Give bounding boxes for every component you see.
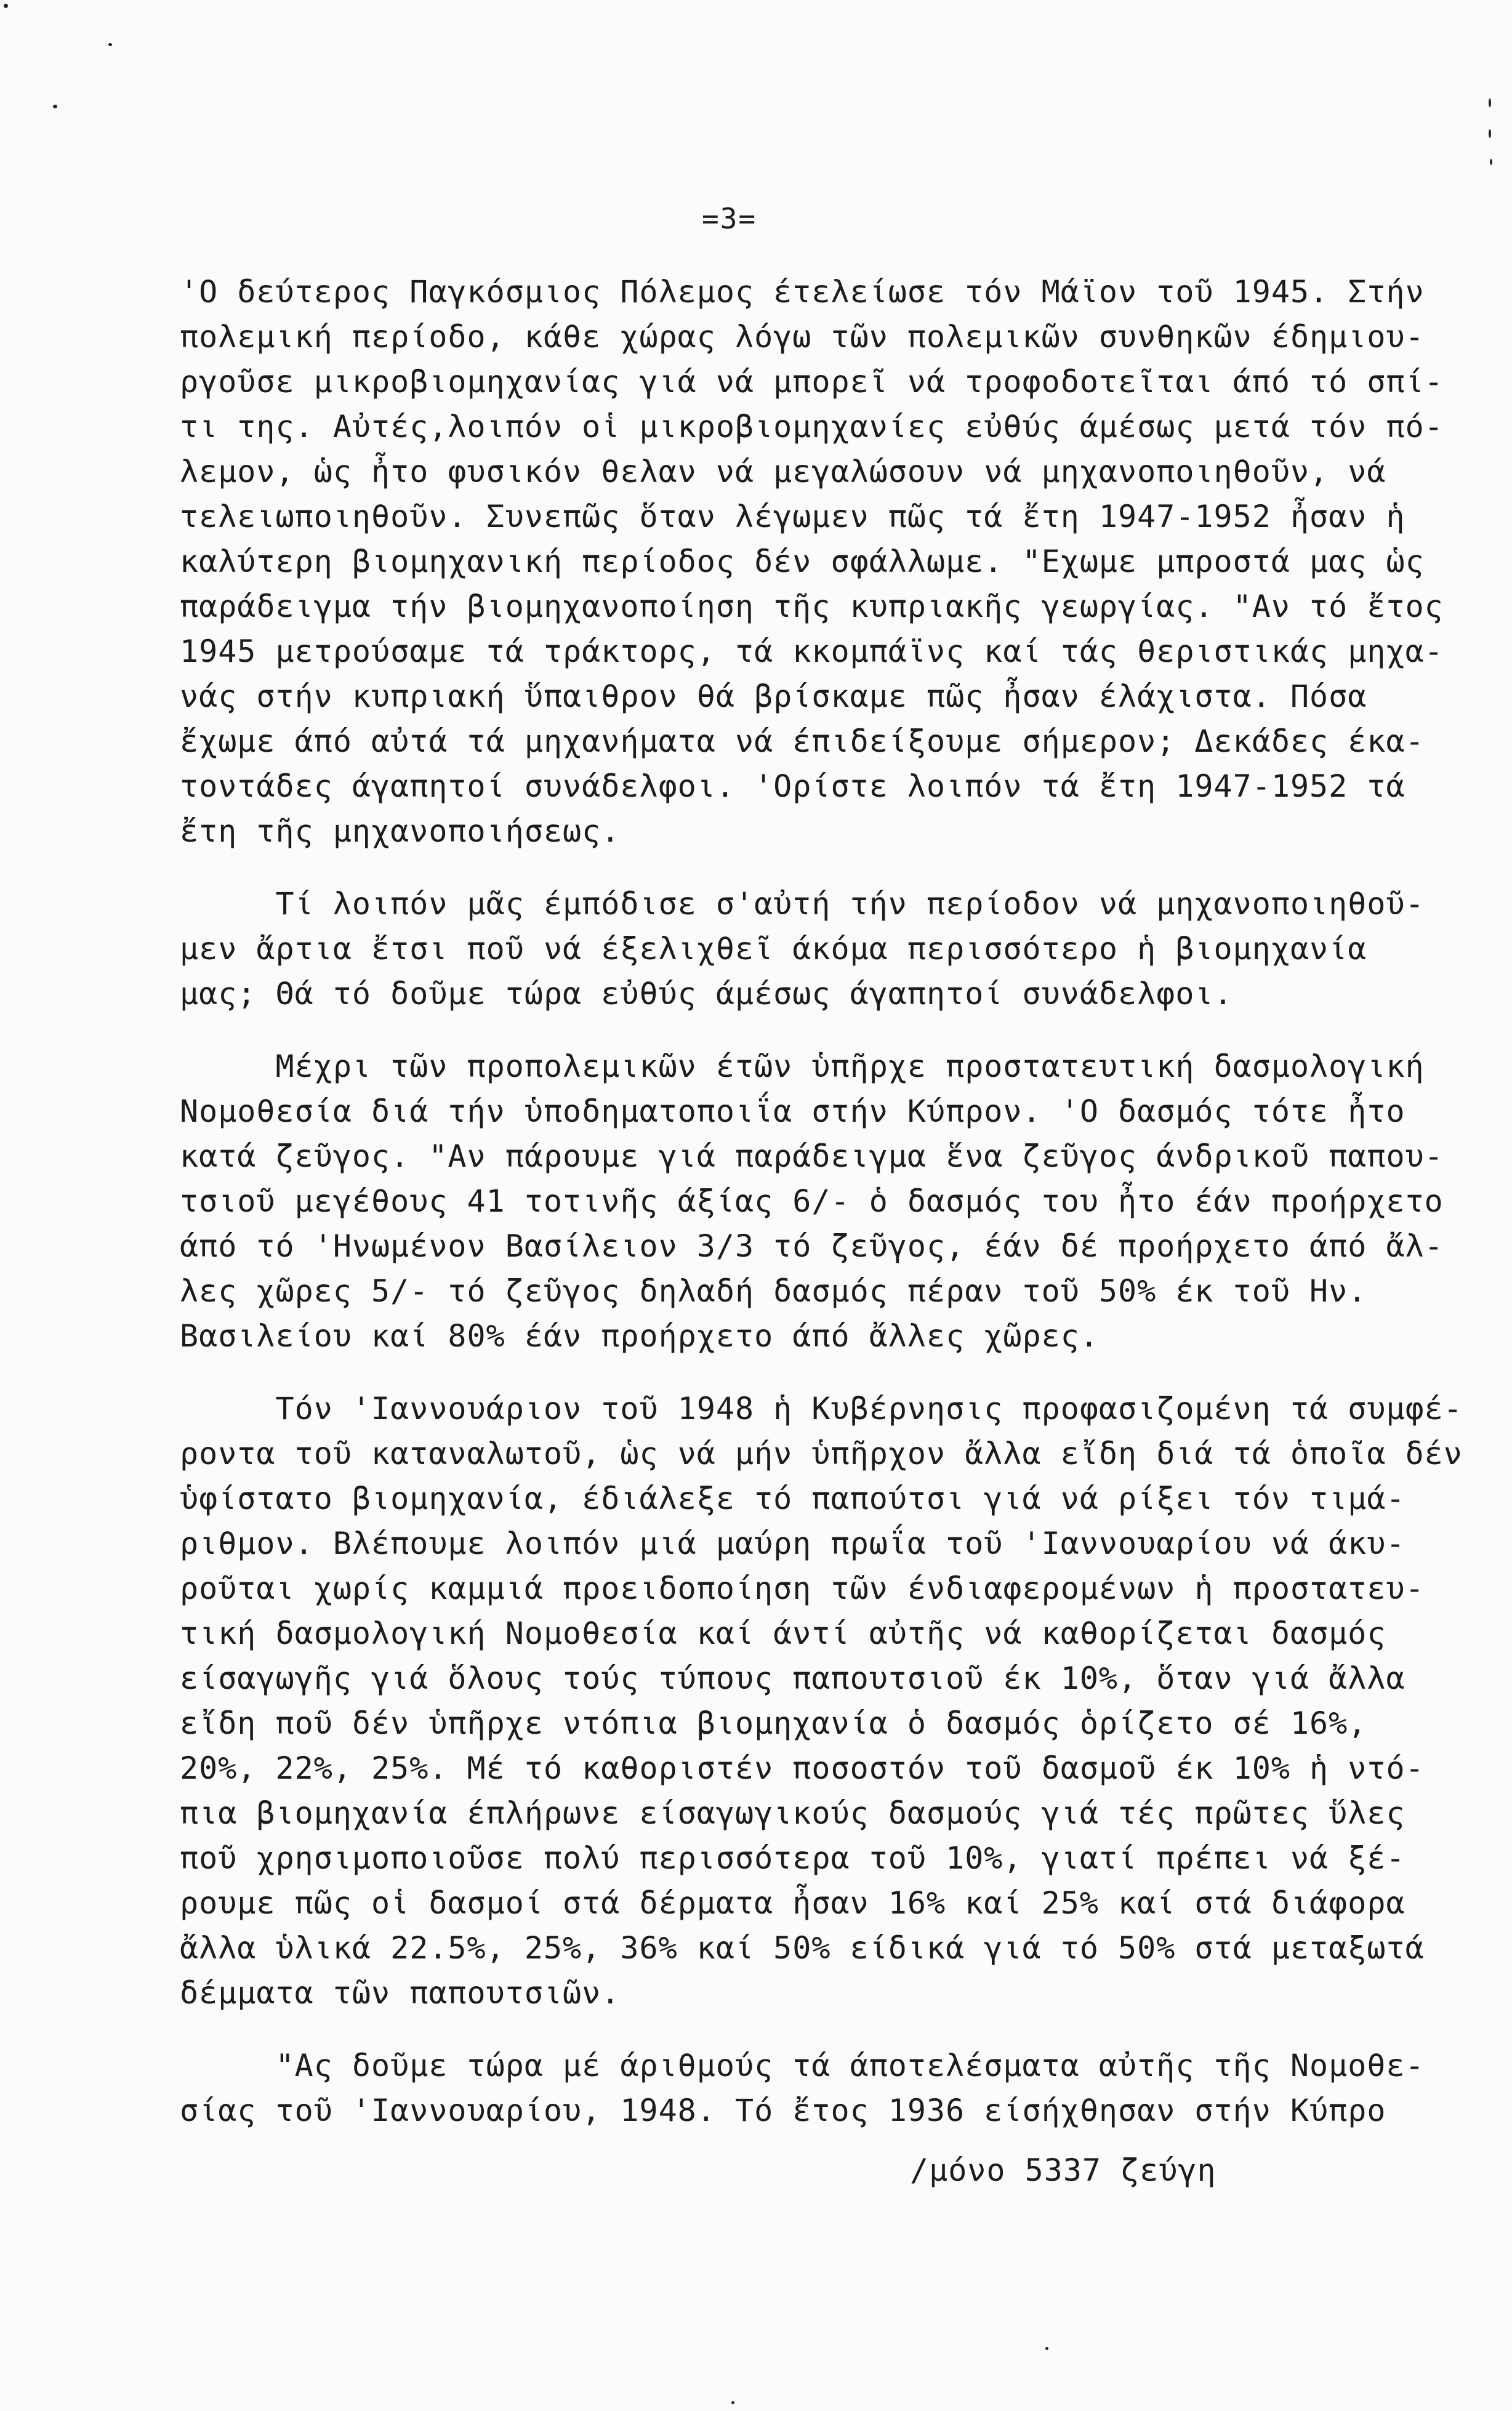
text-line: τοντάδες άγαπητοί συνάδελφοι. 'Ορίστε λοιπόν τά ἔτη 1947-1952 τά: [180, 768, 1405, 804]
text-line: τελειωποιηθοῦν. Συνεπῶς ὅταν λέγωμεν πῶς τά ἔτη 1947-1952 ἦσαν ἡ: [180, 499, 1405, 534]
scan-speck: [53, 105, 57, 108]
text-line: τι της. Αὐτές,λοιπόν οἱ μικροβιομηχανίες εὐθύς άμέσως μετά τόν πό-: [180, 409, 1444, 445]
text-line: είσαγωγῆς γιά ὅλους τούς τύπους παπουτσιοῦ έκ 10%, ὅταν γιά ἄλλα: [180, 1660, 1405, 1696]
text-line: κατά ζεῦγος. "Αν πάρουμε γιά παράδειγμα ἕνα ζεῦγος άνδρικοῦ παπου-: [180, 1138, 1444, 1174]
text-line: παράδειγμα τήν βιομηχανοποίηση τῆς κυπριακῆς γεωργίας. "Αν τό ἔτος: [180, 589, 1444, 624]
text-line: Τί λοιπόν μᾶς έμπόδισε σ'αὐτή τήν περίοδον νά μηχανοποιηθοῦ-: [180, 886, 1425, 922]
text-line: άπό τό 'Ηνωμένον Βασίλειον 3/3 τό ζεῦγος, έάν δέ προήρχετο άπό ἄλ-: [180, 1228, 1444, 1264]
text-line: δέμματα τῶν παπουτσιῶν.: [180, 1975, 621, 2011]
scan-speck: [1490, 159, 1492, 165]
paragraph: [180, 270, 1460, 854]
text-line: ἔχωμε άπό αὐτά τά μηχανήματα νά έπιδείξουμε σήμερον; Δεκάδες έκα-: [180, 723, 1425, 759]
scan-speck: [1045, 2347, 1048, 2350]
text-line: ποῦ χρησιμοποιοῦσε πολύ περισσότερα τοῦ 10%, γιατί πρέπει νά ξέ-: [180, 1840, 1405, 1876]
text-line: 20%, 22%, 25%. Μέ τό καθοριστέν ποσοστόν τοῦ δασμοῦ έκ 10% ἡ ντό-: [180, 1750, 1425, 1786]
text-line: ἄλλα ὑλικά 22.5%, 25%, 36% καί 50% είδικά γιά τό 50% στά μεταξωτά: [180, 1930, 1425, 1966]
text-line: μεν ἄρτια ἔτσι ποῦ νά έξελιχθεῖ άκόμα περισσότερο ἡ βιομηχανία: [180, 931, 1367, 967]
paragraph-gap: [180, 1016, 1460, 1044]
scan-speck: [4, 4, 8, 8]
text-line: ρουμε πῶς οἱ δασμοί στά δέρματα ἦσαν 16% καί 25% καί στά διάφορα: [180, 1885, 1405, 1921]
text-line: Νομοθεσία διά τήν ὑποδηματοποιΐα στήν Κύπρον. 'Ο δασμός τότε ἦτο: [180, 1093, 1405, 1129]
paragraph: [180, 1044, 1460, 1359]
text-line: τσιοῦ μεγέθους 41 τοτινῆς άξίας 6/- ὁ δασμός του ἦτο έάν προήρχετο: [180, 1183, 1444, 1219]
text-line: νάς στήν κυπριακή ὕπαιθρον θά βρίσκαμε πῶς ἦσαν έλάχιστα. Πόσα: [180, 678, 1367, 714]
paragraph-gap: [180, 1359, 1460, 1387]
text-line: ροῦται χωρίς καμμιά προειδοποίηση τῶν ένδιαφερομένων ἡ προστατευ-: [180, 1571, 1425, 1606]
text-line: Βασιλείου καί 80% έάν προήρχετο άπό ἄλλες χῶρες.: [180, 1318, 1099, 1354]
text-line: ἔτη τῆς μηχανοποιήσεως.: [180, 813, 621, 849]
text-line: Τόν 'Ιαννουάριον τοῦ 1948 ἡ Κυβέρνησις προφασιζομένη τά συμφέ-: [180, 1391, 1463, 1427]
scan-speck: [108, 43, 112, 46]
text-line: ργοῦσε μικροβιομηχανίας γιά νά μπορεῖ νά τροφοδοτεῖται άπό τό σπί-: [180, 364, 1444, 400]
text-line: εἴδη ποῦ δέν ὑπῆρχε ντόπια βιομηχανία ὁ δασμός ὁρίζετο σέ 16%,: [180, 1705, 1367, 1741]
body-text: [180, 270, 1463, 2133]
text-line: πια βιομηχανία έπλήρωνε είσαγωγικούς δασμούς γιά τές πρῶτες ὕλες: [180, 1795, 1405, 1831]
continuation-line: /μόνο 5337 ζεύγη: [910, 2152, 1216, 2188]
text-line: 1945 μετρούσαμε τά τράκτορς, τά κκομπάϊνς καί τάς θεριστικάς μηχα-: [180, 634, 1444, 669]
text-line: σίας τοῦ 'Ιαννουαρίου, 1948. Τό ἔτος 1936 είσήχθησαν στήν Κύπρο: [180, 2093, 1386, 2128]
scan-speck: [731, 2401, 734, 2404]
text-line: 'Ο δεύτερος Παγκόσμιος Πόλεμος έτελείωσε τόν Μάϊον τοῦ 1945. Στήν: [180, 274, 1425, 310]
text-line: λεμον, ὡς ἦτο φυσικόν θελαν νά μεγαλώσουν νά μηχανοποιηθοῦν, νά: [180, 454, 1386, 489]
text-line: τική δασμολογική Νομοθεσία καί άντί αὐτῆς νά καθορίζεται δασμός: [180, 1616, 1386, 1651]
paragraph-gap: [180, 854, 1460, 882]
text-line: ὑφίστατο βιομηχανία, έδιάλεξε τό παπούτσι γιά νά ρίξει τόν τιμά-: [180, 1481, 1405, 1516]
text-line: Μέχρι τῶν προπολεμικῶν έτῶν ὑπῆρχε προστατευτική δασμολογική: [180, 1049, 1425, 1084]
text-line: ριθμον. Βλέπουμε λοιπόν μιά μαύρη πρωΐα τοῦ 'Ιαννουαρίου νά άκυ-: [180, 1526, 1405, 1561]
scan-speck: [1489, 129, 1491, 138]
text-line: λες χῶρες 5/- τό ζεῦγος δηλαδή δασμός πέραν τοῦ 50% έκ τοῦ Ην.: [180, 1273, 1367, 1309]
page-number: =3=: [702, 202, 757, 235]
text-line: πολεμική περίοδο, κάθε χώρας λόγω τῶν πολεμικῶν συνθηκῶν έδημιου-: [180, 319, 1425, 355]
text-line: μας; Θά τό δοῦμε τώρα εὐθύς άμέσως άγαπητοί συνάδελφοι.: [180, 976, 1233, 1012]
paragraph-gap: [180, 2016, 1460, 2043]
text-line: "Ας δοῦμε τώρα μέ άριθμούς τά άποτελέσματα αὐτῆς τῆς Νομοθε-: [180, 2048, 1425, 2083]
paragraph: [180, 2043, 1460, 2133]
paragraph: [180, 1387, 1463, 2016]
paragraph: [180, 882, 1460, 1016]
scan-speck: [1489, 99, 1491, 107]
text-line: ροντα τοῦ καταναλωτοῦ, ὡς νά μήν ὑπῆρχον ἄλλα εἴδη διά τά ὁποῖα δέν: [180, 1436, 1463, 1471]
text-line: καλύτερη βιομηχανική περίοδος δέν σφάλλωμε. "Εχωμε μπροστά μας ὡς: [180, 544, 1425, 579]
